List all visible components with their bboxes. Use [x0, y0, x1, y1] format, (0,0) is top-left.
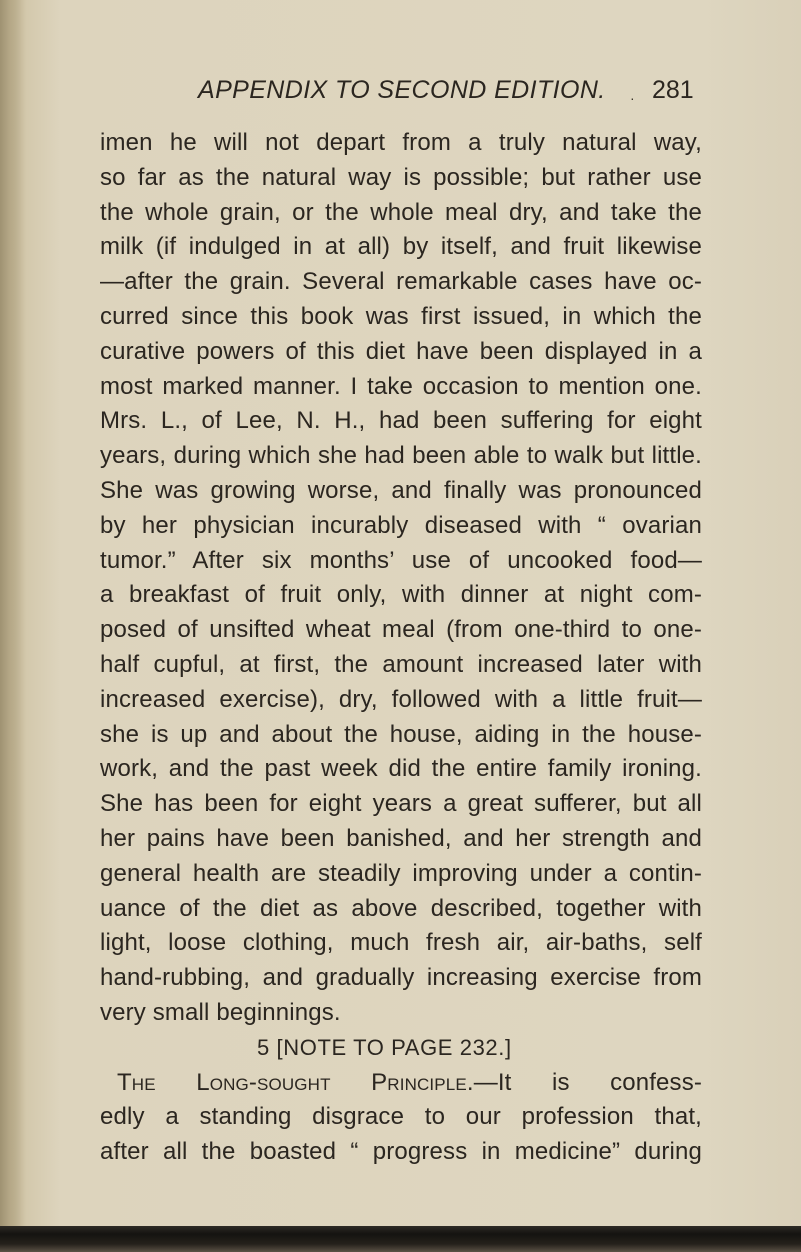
note-lead-title: The Long-sought Principle.: [117, 1068, 474, 1096]
text-line: half cupful, at first, the amount increased later with: [100, 650, 702, 678]
text-line: most marked manner. I take occasion to mention one.: [100, 372, 702, 400]
text-line: milk (if indulged in at all) by itself, and fruit likewise: [100, 233, 702, 261]
text-line: very small beginnings.: [100, 998, 341, 1026]
text-line: —after the grain. Several remarkable cases have oc-: [100, 268, 702, 296]
text-line: increased exercise), dry, followed with a little fruit—: [100, 685, 702, 713]
page-header: [0, 74, 801, 114]
text-line: the whole grain, or the whole meal dry, and take the: [100, 198, 702, 226]
text-line: work, and the past week did the entire family ironing.: [100, 755, 702, 783]
running-head: APPENDIX TO SECOND EDITION.: [198, 76, 606, 104]
text-line: her pains have been banished, and her strength and: [100, 824, 702, 852]
text-line: imen he will not depart from a truly natural way,: [100, 129, 702, 156]
text-line: posed of unsifted wheat meal (from one-third to one-: [100, 616, 702, 644]
text-line: a breakfast of fruit only, with dinner at night com-: [100, 581, 702, 609]
text-line: hand-rubbing, and gradually increasing exercise from: [100, 964, 702, 992]
ink-mark: ·: [630, 90, 635, 106]
note-heading: 5 [NOTE TO PAGE 232.]: [257, 1034, 512, 1060]
text-line: Mrs. L., of Lee, N. H., had been suffering for eight: [100, 407, 702, 435]
text-line: by her physician incurably diseased with “ ovarian: [100, 511, 702, 539]
note-line-rest: —It is confess-: [473, 1068, 702, 1096]
text-line: She was growing worse, and finally was pronounced: [100, 476, 702, 504]
text-line: tumor.” After six months’ use of uncooked food—: [100, 546, 702, 574]
text-line: after all the boasted “ progress in medicine” during: [100, 1138, 702, 1166]
text-line: general health are steadily improving under a contin-: [100, 859, 702, 887]
text-line: so far as the natural way is possible; but rather use: [100, 163, 702, 191]
text-line: she is up and about the house, aiding in the house-: [100, 720, 702, 748]
text-line: light, loose clothing, much fresh air, air-baths, self: [100, 929, 702, 957]
text-line: curative powers of this diet have been displayed in a: [100, 337, 702, 365]
page-edge-shadow: [0, 1226, 801, 1252]
text-line: edly a standing disgrace to our profession that,: [100, 1103, 702, 1131]
page-gutter-shadow: [0, 0, 26, 1252]
body-text: [100, 126, 702, 1170]
note-first-line: [100, 1066, 702, 1101]
text-line: uance of the diet as above described, together with: [100, 894, 702, 922]
text-line: She has been for eight years a great sufferer, but all: [100, 790, 702, 818]
text-line: curred since this book was first issued, in which the: [100, 302, 702, 330]
page-number: 281: [652, 76, 694, 104]
text-line: years, during which she had been able to walk but little.: [100, 442, 702, 470]
